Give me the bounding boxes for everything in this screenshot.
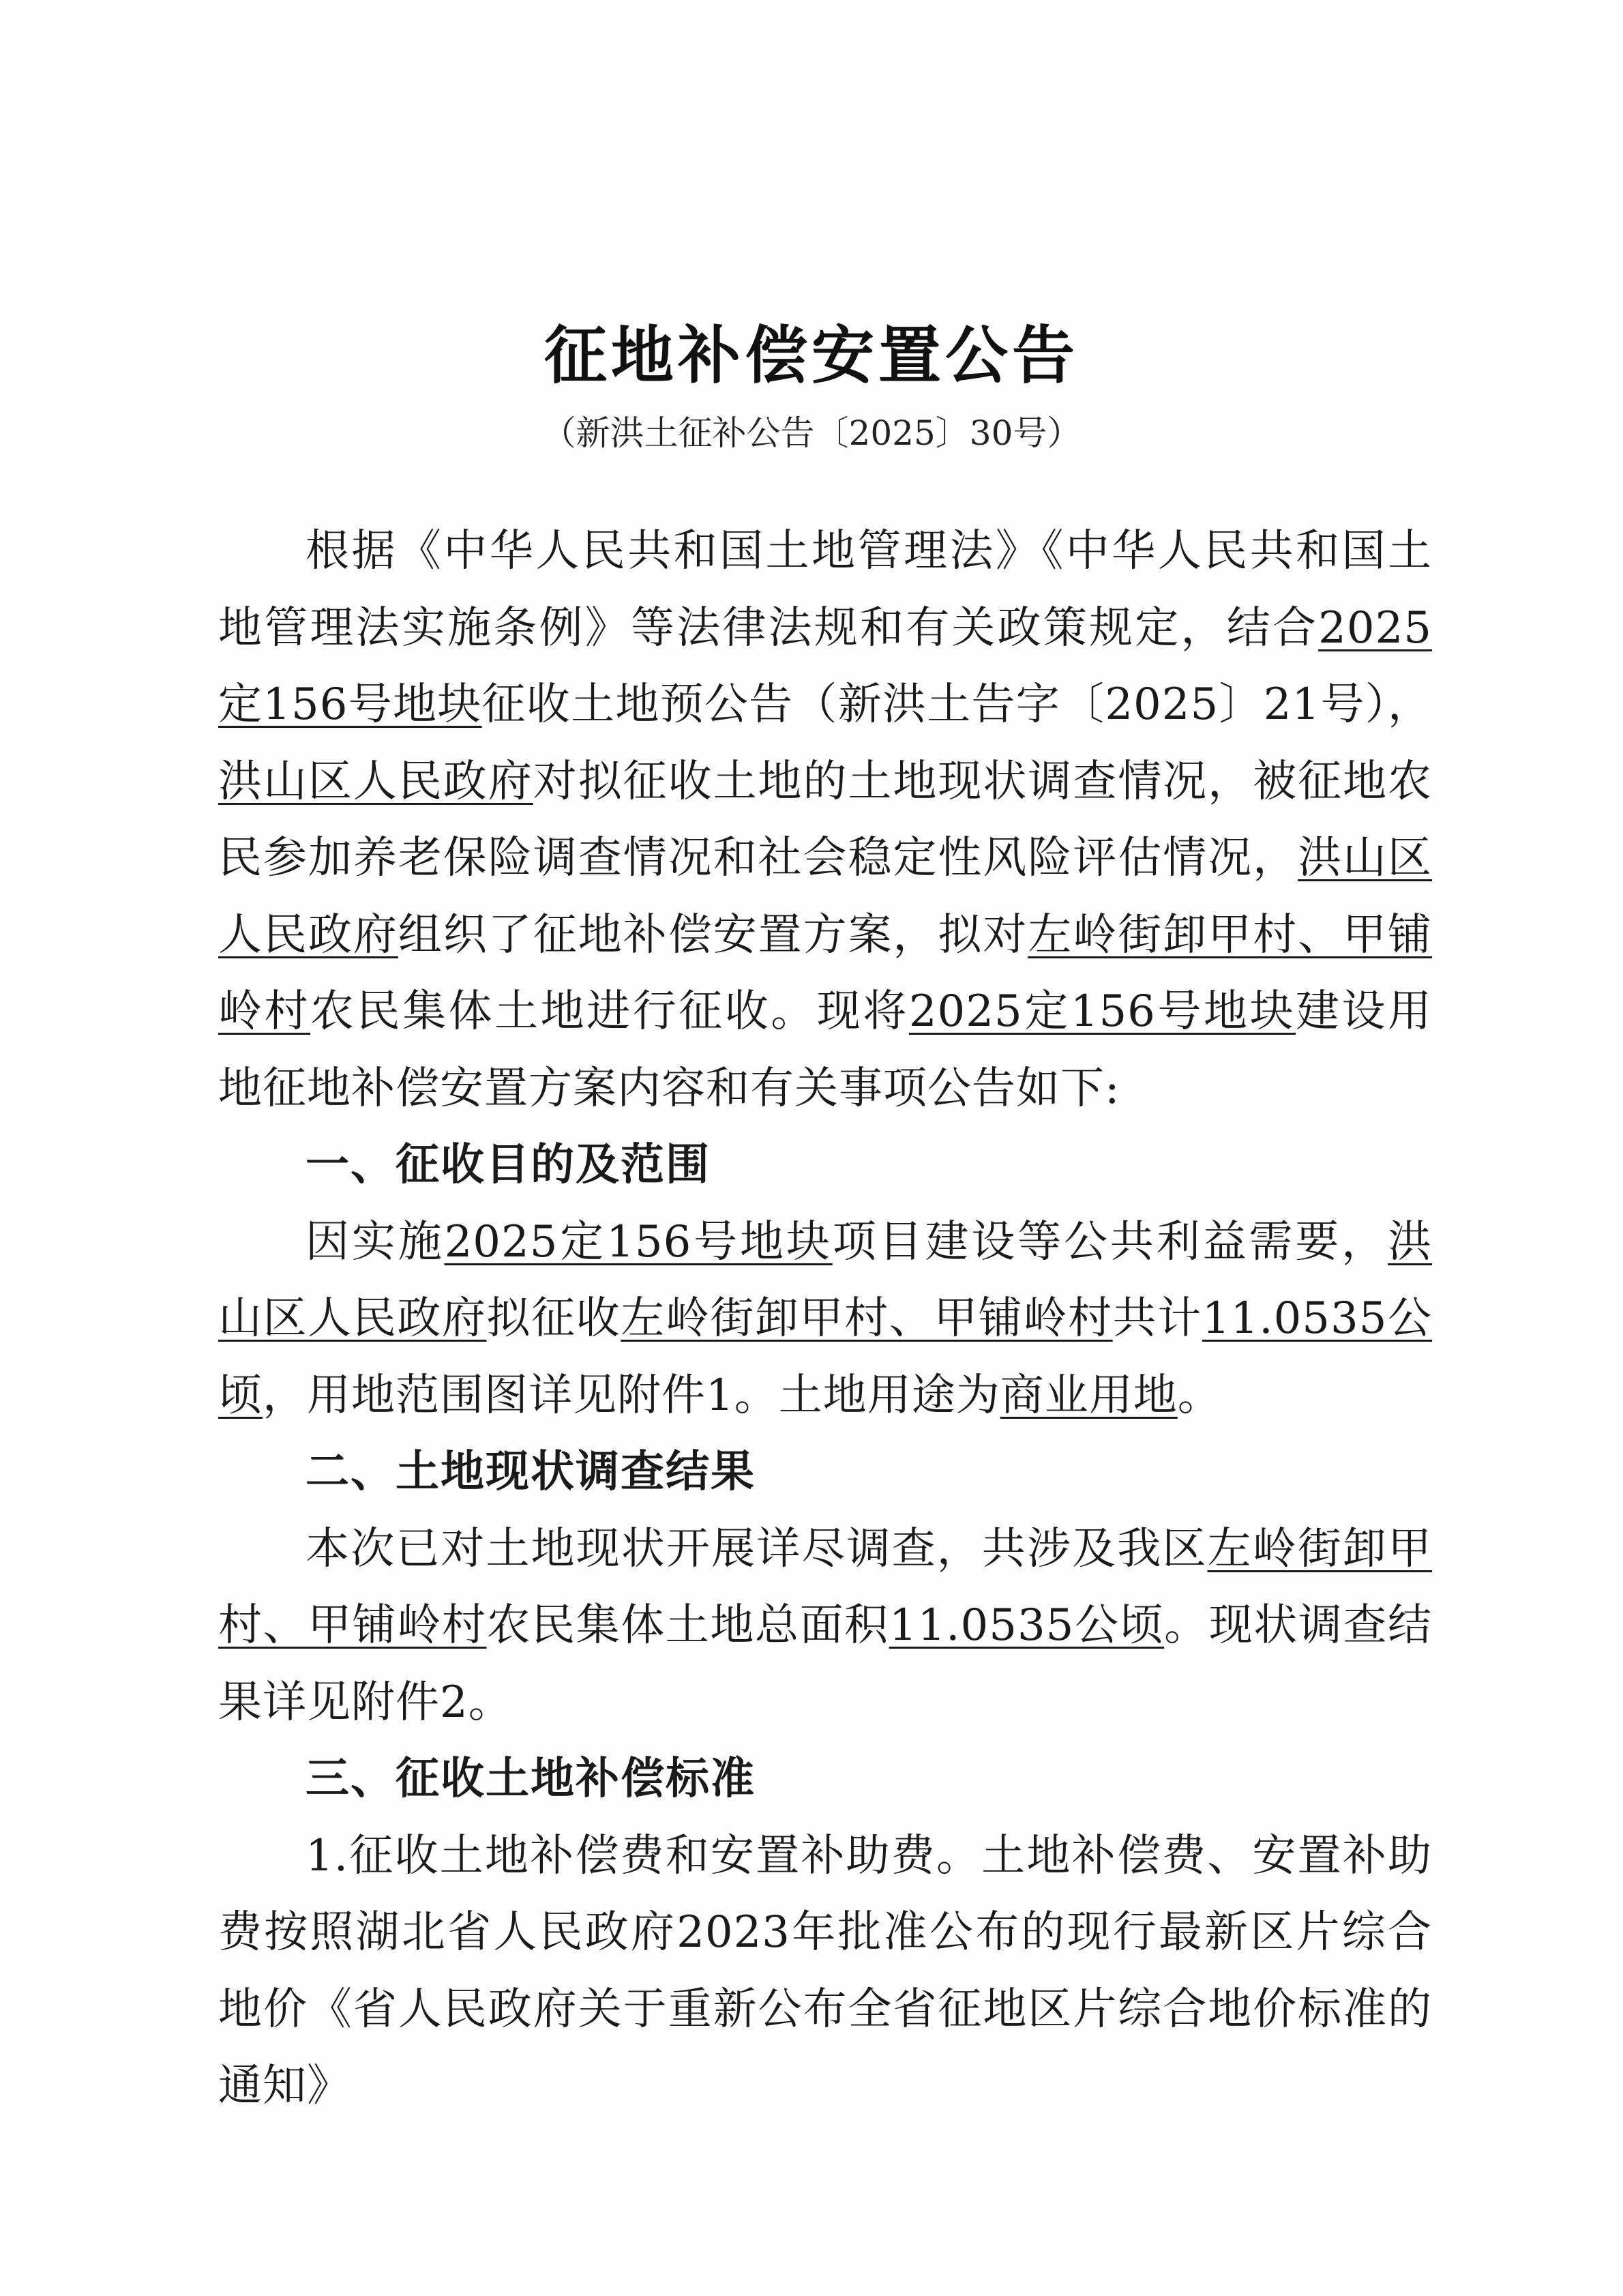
document-body (218, 513, 1432, 2125)
section-heading-2: 二、土地现状调查结果 (306, 1447, 756, 1497)
text-run: 农民集体土地进行征收。现将 (310, 986, 909, 1037)
text-run: 。 (1177, 1370, 1222, 1421)
section-3-paragraph: 1.征收土地补偿费和安置补助费。土地补偿费、安置补助费按照湖北省人民政府2023年批准公布的现行最新区片综合地价《省人民政府关于重新公布全省征地区片综合地价标准的通知》 (218, 1830, 1432, 2111)
text-run: 共计 (1112, 1293, 1202, 1344)
section-2-paragraph (218, 1511, 1432, 1741)
text-run: 建设用地征地补偿安置方案内容和有关事项公告如下: (218, 986, 1433, 1114)
underlined-village-names: 左岭街卸甲村、甲铺岭村 (218, 1523, 1432, 1651)
intro-paragraph (218, 513, 1432, 1127)
underlined-land-use: 商业用地 (1000, 1370, 1178, 1421)
underlined-government-name: 洪山区人民政府 (218, 756, 533, 807)
text-run: 组织了征地补偿安置方案，拟对 (398, 909, 1028, 960)
section-heading-1: 一、征收目的及范围 (306, 1140, 711, 1190)
text-run: 农民集体土地总面积 (486, 1600, 889, 1651)
text-run: 根据《中华人民共和国土地管理法》《中华人民共和国土地管理法实施条例》等法律法规和有关政策规定，结合 (218, 526, 1432, 653)
underlined-village-names: 左岭街卸甲村、甲铺岭村 (621, 1293, 1113, 1344)
text-run: 拟征收 (486, 1293, 621, 1344)
text-run: 征收土地预公告（新洪土告字〔2025〕21号）， (481, 679, 1433, 730)
section-1-paragraph (218, 1204, 1432, 1434)
underlined-area: 11.0535公顷 (218, 1293, 1433, 1421)
text-run: 本次已对土地现状开展详尽调查，共涉及我区 (306, 1523, 1208, 1574)
underlined-government-name: 洪山区人民政府 (218, 1216, 1433, 1344)
underlined-government-name: 洪山区人民政府 (218, 833, 1433, 960)
text-run: 因实施 (306, 1216, 445, 1267)
text-run: 对拟征收土地的土地现状调查情况，被征地农民参加养老保险调查情况和社会稳定性风险评估情况， (218, 756, 1433, 883)
text-run: ，用地范围图详见附件1。土地用途为 (263, 1370, 1000, 1421)
text-run: 项目建设等公共利益需要， (832, 1216, 1388, 1267)
underlined-plot-name: 2025定156号地块 (908, 986, 1296, 1037)
underlined-village-names: 左岭街卸甲村、甲铺岭村 (218, 909, 1433, 1037)
underlined-plot-name: 2025定156号地块 (218, 602, 1432, 730)
document-title: 征地补偿安置公告 (544, 319, 1079, 392)
text-run: 。现状调查结果详见附件2。 (218, 1600, 1433, 1728)
underlined-plot-name: 2025定156号地块 (444, 1216, 833, 1267)
underlined-area: 11.0535公顷 (889, 1600, 1165, 1651)
section-heading-3: 三、征收土地补偿标准 (306, 1754, 756, 1804)
document-number: （新洪土征补公告〔2025〕30号） (541, 413, 1082, 453)
